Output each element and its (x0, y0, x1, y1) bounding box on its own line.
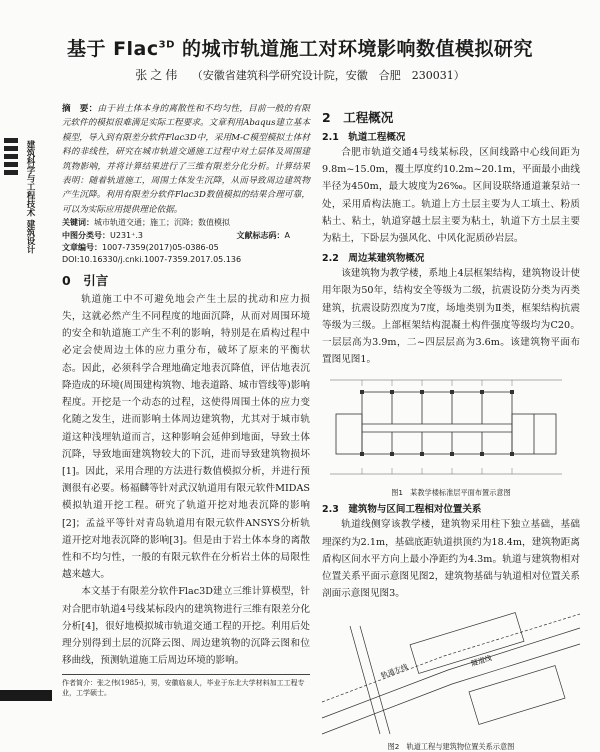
article-number-line: 文章编号：1007-7359(2017)05-0386-05 (62, 243, 219, 253)
paragraph-2-3: 轨道线侧穿该教学楼，建筑物采用柱下独立基础，基础埋深约为2.1m，基础底距轨道拱顶约为18.4m，建筑物距离盾构区间水平方向上最小净距约为4.3m。轨道与建筑物相对位置关系平面示意图见图2，建筑物基础与轨道相对位置关系剖面示意图见图3。 (322, 519, 580, 600)
subsection-heading-2-1: 2.1 轨道工程概况 (322, 132, 406, 143)
subsection-heading-2-2: 2.2 周边某建筑物概况 (322, 253, 425, 265)
abstract-text: 由于岩土体本身的离散性和不均匀性，目前一般的有限元软件的模拟很难满足实际工程要求。文章利用Abaqus建立基本模型，导入到有限差分软件Flac3D中，采用M-C模型模拟土体材料的非线性，研究在城市轨道交通施工过程中对土层体及周围建筑物影响，并将计算结果进行了三维有限差分化分析。计算结果表明：随着轨道施工，周围土体发生沉降，从而导致周边建筑物产生沉降。利用有限差分软件Flac3D数值模拟的结果合理可靠，可以为实际应用提供理论依据。 (62, 104, 310, 215)
figure-2-site-plan (322, 606, 580, 738)
intro-paragraph-1: 轨道施工中不可避免地会产生土层的扰动和应力损失，这就必然产生不同程度的地面沉降，从而对周围环境的安全和轨道施工产生不利的影响，特别是在盾构过程中必定会使周边土体的应力重分布，破坏了原来的平衡状态。因此，必须科学合理地确定地表沉降值，评估地表沉降造成的环境(周围建构筑物、地表道路、城市管线等)影响程度。开挖是一个动态的过程，这使得周围土体的应力变化随之发生，进而影响土体周边建筑物，尤其对于城市轨道这种浅埋轨道而言，这种影响会延伸到地面，导致土体沉降，导致地面建筑物较大的下沉，进而导致建筑物损坏[1]。因此，采用合理的方法进行数值模拟分析，并进行预测很有必要。杨福麟等针对武汉轨道用有限元软件MIDAS模拟轨道开挖工程。研究了轨道开挖对地表沉降的影响[2]；孟益平等针对青岛轨道用有限元软件ANSYS分析轨道开挖对地表沉降的影响[3]。但是由于岩土体本身的离散性和不均匀性，一般的有限元软件在分析岩土体的局限性越来越大。 (62, 293, 310, 581)
figure-2-caption: 图2 轨道工程与建筑物位置关系示意图 (387, 742, 515, 752)
figure-2-label-tunnel: 隧道线 (470, 654, 493, 669)
paragraph-2-2: 该建筑物为教学楼，系地上4层框架结构，建筑物设计使用年限为50年，结构安全等级为二级，抗震设防分类为丙类建筑，抗震设防烈度为7度，场地类别为Ⅱ类，框架结构抗震等级为三级。上部框架结构混凝土构件强度等级均为C20。一层层高为3.9m，二~四层层高为3.6m。该建筑物平面布置图见图1。 (322, 268, 580, 366)
left-column (62, 102, 310, 669)
right-column (322, 104, 580, 752)
byline (0, 66, 600, 83)
journal-spine-mark (0, 130, 36, 300)
abstract (62, 102, 310, 217)
intro-paragraph-2: 本文基于有限差分软件Flac3D建立三维计算模型，针对合肥市轨道4号线某标段内的建筑物进行三维有限差分化分析[4]，很好地模拟城市轨道交通工程的开挖。利用后处理分别得到土层的沉降云图、周边建筑物的沉降云图和位移曲线，预测轨道施工后周边环境的影响。 (62, 586, 310, 667)
section-heading-intro: 0 引言 (62, 272, 109, 288)
clc-number: U231⁺.3 (110, 230, 143, 240)
paragraph-2-1: 合肥市轨道交通4号线某标段，区间线路中心线间距为9.8m~15.0m，覆土厚度约10.2m~20.1m，平面最小曲线半径为450m，最大坡度为26‰。区间设联络通道兼泵站一处，采用盾构法施工。轨道上方土层主要为人工填土、粉质粘土、粘土，轨道穿越土层主要为粘土，轨道下方土层主要为粘土，下卧层为强风化、中风化泥质砂岩层。 (322, 147, 580, 245)
abstract-label: 摘 要： (62, 104, 98, 114)
doi: 10.16330/j.cnki.1007-7359.2017.05.136 (79, 255, 242, 265)
article-number: 1007-7359(2017)05-0386-05 (102, 243, 219, 253)
title-text-post: 的城市轨道施工对环境影响数值模拟研究 (174, 38, 534, 60)
title-text-pre: 基于 Flac (66, 38, 159, 60)
figure-1-caption: 图1 某教学楼标准层平面布置示意图 (391, 488, 511, 498)
page-number-tab (0, 690, 52, 701)
title-superscript: 3D (158, 39, 175, 51)
spine-bars (4, 138, 18, 178)
document-code: A (284, 230, 290, 240)
classification-line: 中图分类号：U231⁺.3 文献标志码：A (62, 230, 290, 240)
author-affiliation: （安徽省建筑科学研究设计院，安徽 合肥 230031） (191, 69, 465, 82)
section-heading-overview: 2 工程概况 (322, 110, 394, 125)
author-name: 张之伟 (135, 68, 181, 82)
figure-1-floor-plan (322, 374, 572, 484)
spine-label: 建筑科学与工程技术 建筑设计 (25, 140, 35, 254)
figure-2-label-left-line: 轨道左线 (379, 663, 409, 681)
keywords-line: 关键词：城市轨道交通；施工；沉降；数值模拟 (62, 218, 230, 228)
doi-line: DOI:10.16330/j.cnki.1007-7359.2017.05.136 (62, 255, 242, 265)
keywords: 城市轨道交通；施工；沉降；数值模拟 (94, 218, 230, 228)
paper-title (0, 34, 600, 61)
subsection-heading-2-3: 2.3 建筑物与区间工程相对位置关系 (322, 504, 482, 516)
author-footnote: 作者简介：张之伟(1985-)，男，安徽临泉人，毕业于东北大学材料加工工程专业，工学硕士。 (62, 674, 310, 698)
